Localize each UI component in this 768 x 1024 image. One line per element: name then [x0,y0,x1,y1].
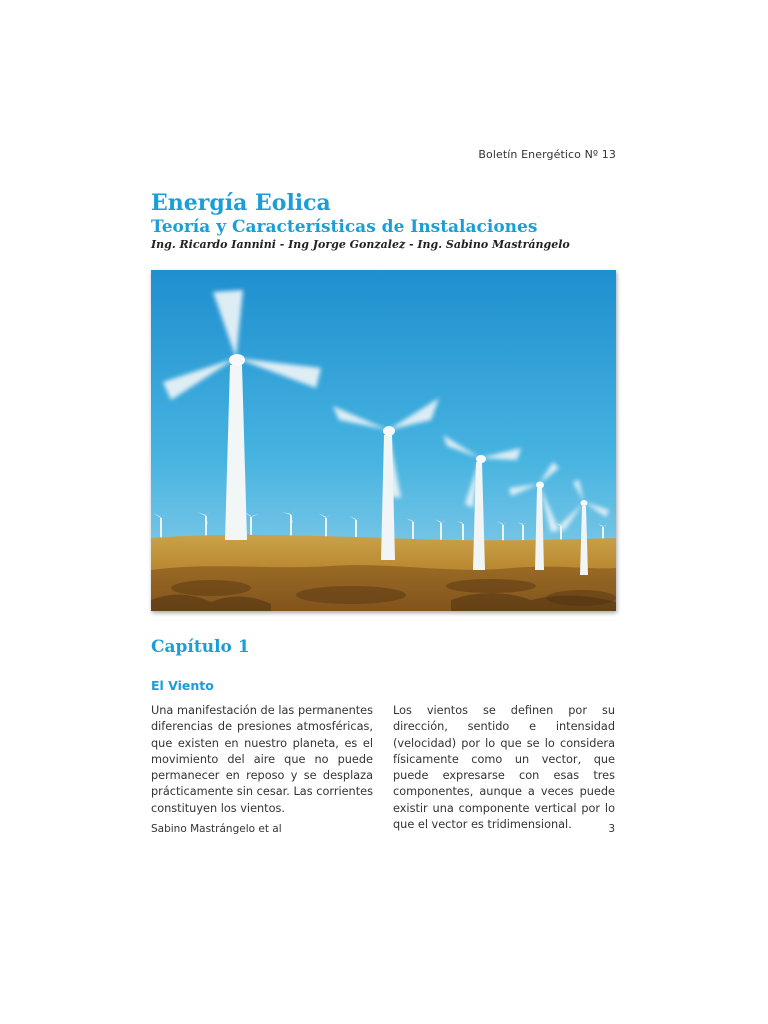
article-authors: Ing. Ricardo Iannini - Ing Jorge Gonzalez - Ing. Sabino Mastrángelo [151,238,570,251]
article-title: Energía Eolica [151,190,331,216]
chapter-heading: Capítulo 1 [151,637,250,657]
bulletin-header: Boletín Energético Nº 13 [478,148,616,161]
wind-turbines-photo [151,270,616,611]
page-number: 3 [608,823,615,835]
article-subtitle: Teoría y Características de Instalaciones [151,217,538,237]
body-column-right: Los vientos se definen por su dirección, sentido e intensidad (velocidad) por lo que se lo considera físicamente como un vector, que puede expresarse con esas tres componentes, aunque a veces puede existir una componente vertical por lo que el vector es tridimensional. [393,704,615,832]
footer-author: Sabino Mastrángelo et al [151,823,282,835]
section-heading: El Viento [151,678,214,693]
body-column-left: Una manifestación de las permanentes diferencias de presiones atmosféricas, que existen en nuestro planeta, es el movimiento del aire que no puede permanecer en reposo y se desplaza prácticamente sin cesar. Las corrientes constituyen los vientos. [151,704,373,815]
